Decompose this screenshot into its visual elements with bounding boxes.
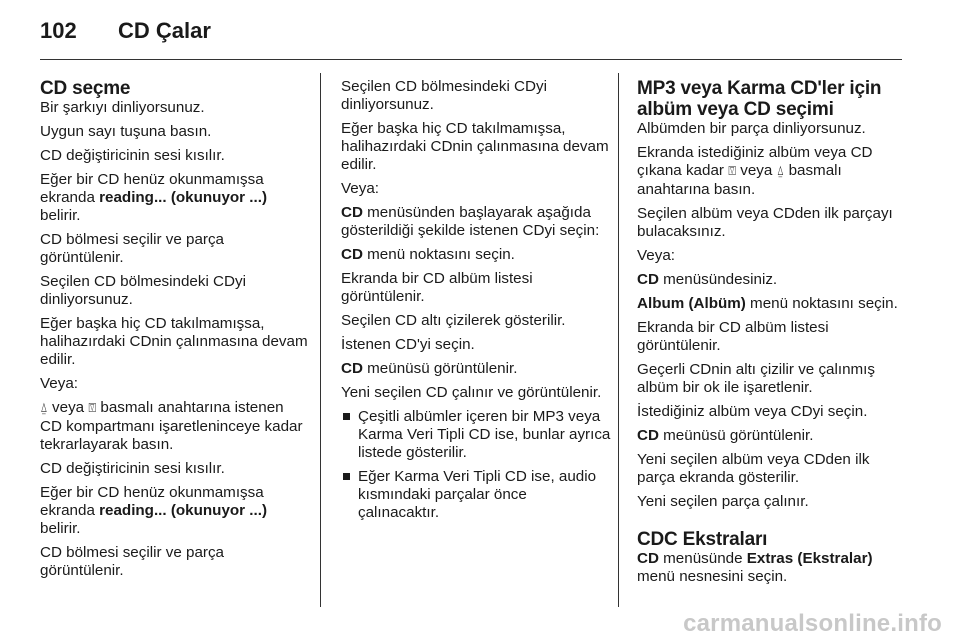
paragraph: Bir şarkıyı dinliyorsunuz. xyxy=(40,99,205,116)
section-heading-album-secimi: MP3 veya Karma CD'ler için albüm veya CD seçimi xyxy=(637,78,882,120)
paragraph: Ekranda bir CD albüm listesi görüntülenir. xyxy=(637,319,829,354)
rocker-down-icon: ⍔ xyxy=(728,164,736,179)
paragraph: CD bölmesi seçilir ve parça görüntülenir. xyxy=(40,231,224,266)
bullet-list xyxy=(341,408,611,522)
header-rule xyxy=(40,59,902,60)
list-item: Eğer Karma Veri Tipli CD ise, audio kısmındaki parçalar önce çalınacaktır. xyxy=(341,468,611,522)
paragraph: Ekranda istediğiniz albüm veya CD çıkana kadar ⍔ veya ⍙ basmalı anahtarına basın. xyxy=(637,144,873,198)
chapter-title: CD Çalar xyxy=(118,18,211,43)
paragraph: CD bölmesi seçilir ve parça görüntülenir. xyxy=(40,544,224,579)
paragraph: CD değiştiricinin sesi kısılır. xyxy=(40,147,225,164)
watermark: carmanualsonline.info xyxy=(683,610,942,637)
rocker-down-icon: ⍔ xyxy=(88,401,97,416)
paragraph: ⍙ veya ⍔ basmalı anahtarına istenen CD kompartmanı işaretleninceye kadar tekrarlayarak basın. xyxy=(40,399,303,453)
paragraph: Eğer bir CD henüz okunmamışsa ekranda reading... (okunuyor ...) belirir. xyxy=(40,484,268,537)
paragraph: Yeni seçilen CD çalınır ve görüntülenir. xyxy=(341,384,602,401)
paragraph: CD menüsündesiniz. xyxy=(637,271,778,288)
display-text-reading: reading... (okunuyor ...) xyxy=(99,502,268,519)
column-divider-1 xyxy=(320,73,321,607)
paragraph: Veya: xyxy=(637,247,675,264)
paragraph: İstediğiniz albüm veya CDyi seçin. xyxy=(637,403,868,420)
rocker-up-icon: ⍙ xyxy=(40,401,48,416)
paragraph: İstenen CD'yi seçin. xyxy=(341,336,475,353)
paragraph: CD menüsünden başlayarak aşağıda gösterildiği şekilde istenen CDyi seçin: xyxy=(341,204,600,239)
paragraph: Yeni seçilen parça çalınır. xyxy=(637,493,809,510)
paragraph: Veya: xyxy=(341,180,379,197)
rocker-up-icon: ⍙ xyxy=(776,164,785,179)
paragraph: Geçerli CDnin altı çizilir ve çalınmış albüm bir ok ile işaretlenir. xyxy=(637,361,875,396)
column-divider-2 xyxy=(618,73,619,607)
paragraph: Seçilen albüm veya CDden ilk parçayı bulacaksınız. xyxy=(637,205,893,240)
paragraph: Eğer bir CD henüz okunmamışsa ekranda reading... (okunuyor ...) belirir. xyxy=(40,171,268,224)
paragraph: Album (Albüm) menü noktasını seçin. xyxy=(637,295,898,312)
paragraph: Eğer başka hiç CD takılmamışsa, halihazırdaki CDnin çalınmasına devam edilir. xyxy=(341,120,609,173)
paragraph: Ekranda bir CD albüm listesi görüntülenir. xyxy=(341,270,533,305)
paragraph: Albümden bir parça dinliyorsunuz. xyxy=(637,120,866,137)
page-number: 102 xyxy=(40,18,77,43)
paragraph: CD meünüsü görüntülenir. xyxy=(341,360,518,377)
paragraph: Yeni seçilen albüm veya CDden ilk parça ekranda gösterilir. xyxy=(637,451,870,486)
column-1 xyxy=(40,78,308,586)
section-heading-cdc-ekstralari: CDC Ekstraları xyxy=(637,529,768,550)
column-3 xyxy=(637,78,909,592)
paragraph: CD menü noktasını seçin. xyxy=(341,246,515,263)
column-2 xyxy=(341,78,611,528)
paragraph: Seçilen CD bölmesindeki CDyi dinliyorsunuz. xyxy=(341,78,547,113)
paragraph: CD meünüsü görüntülenir. xyxy=(637,427,814,444)
paragraph: Seçilen CD bölmesindeki CDyi dinliyorsunuz. xyxy=(40,273,246,308)
display-text-reading: reading... (okunuyor ...) xyxy=(99,189,268,206)
paragraph: Seçilen CD altı çizilerek gösterilir. xyxy=(341,312,566,329)
paragraph: Veya: xyxy=(40,375,78,392)
list-item: Çeşitli albümler içeren bir MP3 veya Karma Veri Tipli CD ise, bunlar ayrıca listede gösterilir. xyxy=(341,408,611,462)
section-heading-cd-secme: CD seçme xyxy=(40,78,131,99)
paragraph: CD menüsünde Extras (Ekstralar) menü nesnesini seçin. xyxy=(637,550,873,585)
paragraph: Uygun sayı tuşuna basın. xyxy=(40,123,212,140)
paragraph: Eğer başka hiç CD takılmamışsa, halihazırdaki CDnin çalınmasına devam edilir. xyxy=(40,315,308,368)
paragraph: CD değiştiricinin sesi kısılır. xyxy=(40,460,225,477)
